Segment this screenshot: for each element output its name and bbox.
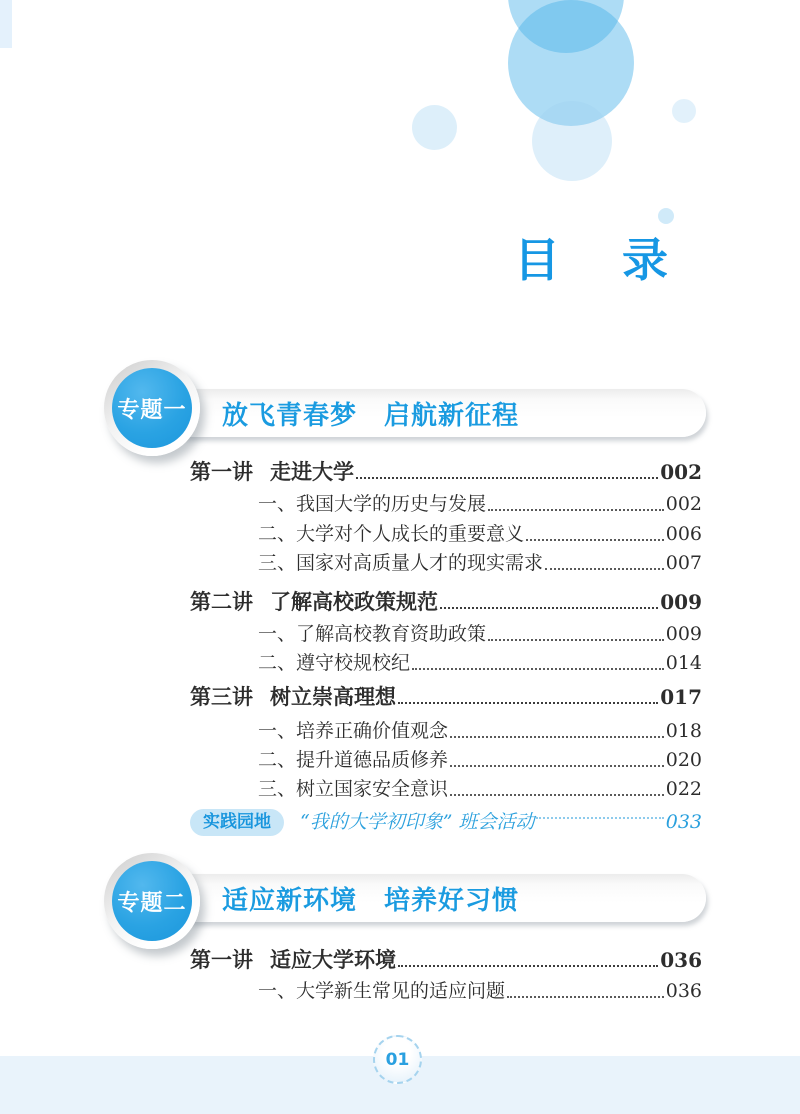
chapter-page: 002 xyxy=(660,460,702,484)
item-page: 006 xyxy=(665,523,702,545)
item-title: 二、遵守校规校纪 xyxy=(258,652,411,674)
dot-leader xyxy=(440,607,658,609)
chapter-title: 走进大学 xyxy=(270,459,354,484)
section-title-bar xyxy=(165,389,706,437)
item-page: 014 xyxy=(665,652,702,674)
toc-chapter-row[interactable] xyxy=(190,586,702,616)
item-page: 036 xyxy=(665,980,702,1002)
decorative-circle xyxy=(412,105,457,150)
dot-leader xyxy=(356,477,658,479)
item-page: 020 xyxy=(665,749,702,771)
corner-accent-strip xyxy=(0,0,12,48)
item-page: 022 xyxy=(665,778,702,800)
toc-item-row[interactable] xyxy=(190,744,702,774)
page-number-badge xyxy=(373,1035,422,1084)
chapter-page: 009 xyxy=(660,590,702,614)
toc-chapter-row[interactable] xyxy=(190,456,702,486)
toc-item-row[interactable] xyxy=(190,975,702,1005)
item-title: 一、了解高校教育资助政策 xyxy=(258,623,487,645)
dot-leader xyxy=(507,996,664,998)
chapter-label: 第一讲 xyxy=(190,459,253,484)
toc-chapter-row[interactable] xyxy=(190,681,702,711)
item-title: 一、大学新生常见的适应问题 xyxy=(258,980,506,1002)
chapter-label: 第一讲 xyxy=(190,947,253,972)
page-number: 01 xyxy=(385,1049,410,1070)
toc-item-row[interactable] xyxy=(190,618,702,648)
dot-leader xyxy=(526,539,664,541)
section-badge xyxy=(104,360,200,456)
chapter-title: 适应大学环境 xyxy=(270,947,396,972)
section-header-1 xyxy=(0,356,800,456)
item-title: 三、国家对高质量人才的现实需求 xyxy=(258,552,544,574)
section-badge-label: 专题二 xyxy=(117,890,187,916)
section-badge-circle xyxy=(112,861,192,941)
toc-item-row[interactable] xyxy=(190,488,702,518)
dot-leader xyxy=(450,765,664,767)
item-page: 009 xyxy=(665,623,702,645)
item-title: 二、提升道德品质修养 xyxy=(258,749,449,771)
item-title: 一、培养正确价值观念 xyxy=(258,720,449,742)
toc-item-row[interactable] xyxy=(190,518,702,548)
item-title: 一、我国大学的历史与发展 xyxy=(258,493,487,515)
chapter-page: 017 xyxy=(660,685,702,709)
page-title: 目 录 xyxy=(514,233,676,287)
toc-chapter-row[interactable] xyxy=(190,944,702,974)
dot-leader xyxy=(398,965,658,967)
decorative-circle xyxy=(532,101,612,181)
item-page: 007 xyxy=(665,552,702,574)
toc-item-row[interactable] xyxy=(190,647,702,677)
dot-leader xyxy=(488,639,664,641)
dot-leader xyxy=(450,736,664,738)
chapter-title: 了解高校政策规范 xyxy=(270,589,438,614)
dot-leader xyxy=(412,668,664,670)
toc-item-row[interactable] xyxy=(190,715,702,745)
practice-badge: 实践园地 xyxy=(190,809,284,836)
practice-row[interactable] xyxy=(190,806,702,838)
dot-leader xyxy=(450,794,664,796)
toc-item-row[interactable] xyxy=(190,773,702,803)
section-title: 放飞青春梦 启航新征程 xyxy=(222,400,520,431)
item-title: 二、大学对个人成长的重要意义 xyxy=(258,523,525,545)
dot-leader xyxy=(536,817,663,819)
chapter-label: 第三讲 xyxy=(190,684,253,709)
section-title: 适应新环境 培养好习惯 xyxy=(222,885,520,916)
section-badge-circle xyxy=(112,368,192,448)
section-title-bar xyxy=(165,874,706,922)
item-title: 三、树立国家安全意识 xyxy=(258,778,449,800)
section-badge xyxy=(104,853,200,949)
chapter-label: 第二讲 xyxy=(190,589,253,614)
toc-item-row[interactable] xyxy=(190,547,702,577)
dot-leader xyxy=(398,702,658,704)
item-page: 018 xyxy=(665,720,702,742)
decorative-circle xyxy=(658,208,674,224)
practice-page: 033 xyxy=(665,811,702,833)
decorative-circle xyxy=(672,99,696,123)
chapter-page: 036 xyxy=(660,948,702,972)
chapter-title: 树立崇高理想 xyxy=(270,684,396,709)
section-header-2 xyxy=(0,849,800,949)
dot-leader xyxy=(545,568,664,570)
section-badge-label: 专题一 xyxy=(117,397,187,423)
dot-leader xyxy=(488,509,664,511)
practice-title: “我的大学初印象” 班会活动 xyxy=(300,811,535,833)
item-page: 002 xyxy=(665,493,702,515)
